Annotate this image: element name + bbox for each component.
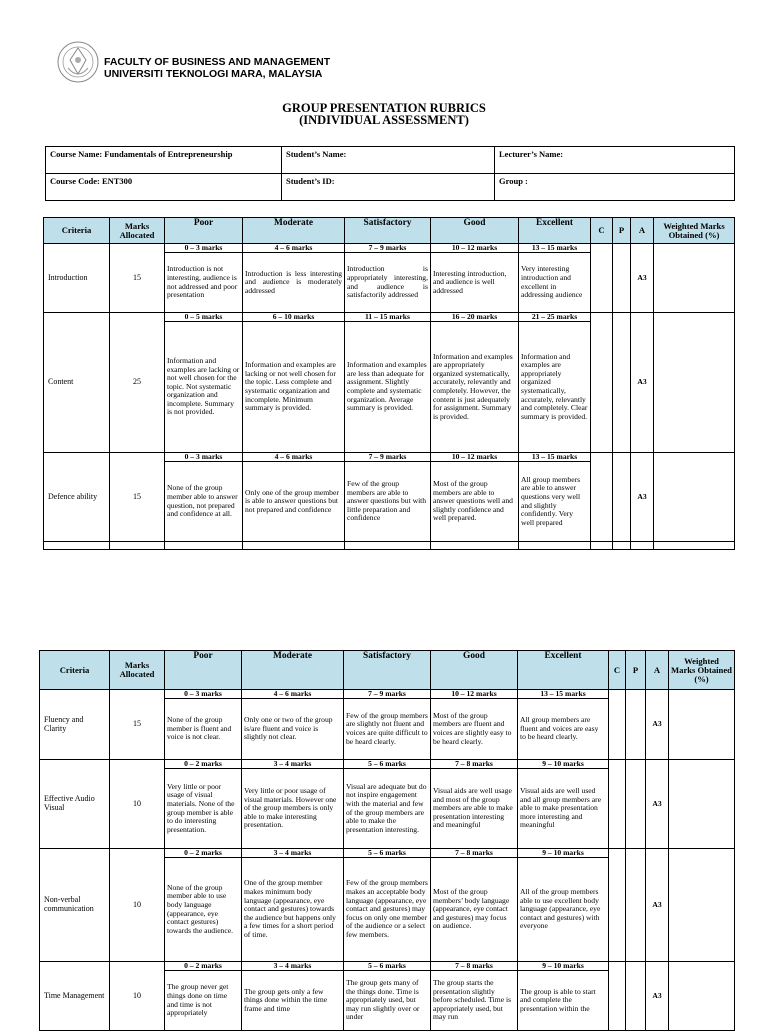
- header-excellent: Excellent: [518, 651, 609, 690]
- empty-row: [44, 542, 735, 550]
- weighted-marks-cell[interactable]: [669, 760, 735, 849]
- marks-allocated: 15: [110, 244, 165, 313]
- group-field[interactable]: Group :: [495, 174, 735, 201]
- mark-range: 4 – 6 marks: [242, 690, 344, 699]
- mark-range: 7 – 9 marks: [345, 244, 431, 253]
- level-description: Information and examples are lacking or not well chosen for the topic. Not systematic organization and incomplete. Summary is not provided.: [165, 322, 243, 453]
- header-criteria: Criteria: [40, 651, 110, 690]
- weighted-marks-cell[interactable]: [654, 244, 735, 313]
- student-name-field[interactable]: Student’s Name:: [282, 147, 495, 174]
- domain-a: A3: [631, 313, 654, 453]
- mark-range: 16 – 20 marks: [431, 313, 519, 322]
- marks-allocated: 15: [110, 453, 165, 542]
- mark-range: 5 – 6 marks: [344, 849, 431, 858]
- mark-range: 3 – 4 marks: [242, 760, 344, 769]
- mark-range: 13 – 15 marks: [519, 244, 591, 253]
- empty-cell: [591, 542, 613, 550]
- criterion-row: [40, 760, 735, 769]
- empty-cell: [110, 542, 165, 550]
- level-description: The group starts the presentation slightly before scheduled. Time is appropriately used, but may run: [431, 971, 518, 1031]
- criterion-row: [44, 453, 735, 462]
- document-title: [0, 102, 768, 126]
- mark-range: 0 – 5 marks: [165, 313, 243, 322]
- header-marks: Marks Allocated: [110, 651, 165, 690]
- score-c[interactable]: [609, 849, 626, 962]
- empty-cell: [654, 542, 735, 550]
- mark-range: 7 – 9 marks: [345, 453, 431, 462]
- empty-cell: [631, 542, 654, 550]
- criterion-name: Effective Audio Visual: [40, 760, 110, 849]
- marks-allocated: 10: [110, 849, 165, 962]
- title-line-2: (INDIVIDUAL ASSESSMENT): [299, 113, 469, 127]
- mark-range: 10 – 12 marks: [431, 453, 519, 462]
- score-p[interactable]: [626, 962, 646, 1031]
- criterion-row: [40, 962, 735, 971]
- title-line-1: GROUP PRESENTATION RUBRICS: [282, 101, 486, 115]
- header-moderate: Moderate: [243, 218, 345, 244]
- mark-range: 11 – 15 marks: [345, 313, 431, 322]
- level-description: Few of the group members are slightly not fluent and voices are quite difficult to be heard clearly.: [344, 699, 431, 760]
- score-p[interactable]: [613, 244, 631, 313]
- mark-range: 3 – 4 marks: [242, 849, 344, 858]
- header-poor: Poor: [165, 651, 242, 690]
- mark-range: 9 – 10 marks: [518, 849, 609, 858]
- domain-a: A3: [646, 760, 669, 849]
- header-c: C: [591, 218, 613, 244]
- mark-range: 10 – 12 marks: [431, 690, 518, 699]
- level-description: Interesting introduction, and audience is well addressed: [431, 253, 519, 313]
- empty-cell: [431, 542, 519, 550]
- level-description: Introduction is appropriately interesting, and audience is satisfactorily addressed: [345, 253, 431, 313]
- level-description: Few of the group members are able to answer questions but with little preparation and confidence: [345, 462, 431, 542]
- header-criteria: Criteria: [44, 218, 110, 244]
- level-description: Information and examples are lacking or not well chosen for the topic. Less complete and systematic organization and incomplete. Minimum summary is provided.: [243, 322, 345, 453]
- level-description: Introduction is less interesting and audience is moderately addressed: [243, 253, 345, 313]
- empty-cell: [44, 542, 110, 550]
- rubric-table-2: [39, 650, 735, 1031]
- marks-allocated: 15: [110, 690, 165, 760]
- score-c[interactable]: [591, 453, 613, 542]
- domain-a: A3: [646, 690, 669, 760]
- level-description: Only one or two of the group is/are fluent and voice is slightly not clear.: [242, 699, 344, 760]
- weighted-marks-cell[interactable]: [669, 849, 735, 962]
- header-p: P: [613, 218, 631, 244]
- criterion-name: Introduction: [44, 244, 110, 313]
- level-description: Introduction is not interesting, audience is not addressed and poor presentation: [165, 253, 243, 313]
- weighted-marks-cell[interactable]: [669, 962, 735, 1031]
- domain-a: A3: [631, 453, 654, 542]
- mark-range: 0 – 2 marks: [165, 849, 242, 858]
- level-description: None of the group member able to use body language (appearance, eye contact gestures) towards the audience.: [165, 858, 242, 962]
- faculty-heading: [104, 56, 330, 80]
- criterion-row: [44, 313, 735, 322]
- criterion-name: Time Management: [40, 962, 110, 1031]
- course-info-table: [45, 146, 735, 201]
- weighted-marks-cell[interactable]: [654, 313, 735, 453]
- score-c[interactable]: [591, 313, 613, 453]
- mark-range: 10 – 12 marks: [431, 244, 519, 253]
- criterion-row: [40, 849, 735, 858]
- marks-allocated: 10: [110, 760, 165, 849]
- header-poor: Poor: [165, 218, 243, 244]
- level-description: The group never get things done on time and time is not appropriately: [165, 971, 242, 1031]
- score-p[interactable]: [626, 849, 646, 962]
- empty-cell: [165, 542, 243, 550]
- course-code-field[interactable]: Course Code: ENT300: [46, 174, 282, 201]
- criterion-row: [40, 690, 735, 699]
- mark-range: 4 – 6 marks: [243, 244, 345, 253]
- university-name: UNIVERSITI TEKNOLOGI MARA, MALAYSIA: [104, 68, 323, 80]
- header-weighted: Weighted Marks Obtained (%): [654, 218, 735, 244]
- mark-range: 9 – 10 marks: [518, 760, 609, 769]
- score-p[interactable]: [613, 453, 631, 542]
- criterion-name: Content: [44, 313, 110, 453]
- faculty-name: FACULTY OF BUSINESS AND MANAGEMENT: [104, 56, 331, 68]
- domain-a: A3: [631, 244, 654, 313]
- mark-range: 7 – 8 marks: [431, 962, 518, 971]
- mark-range: 5 – 6 marks: [344, 962, 431, 971]
- level-description: Few of the group members makes an acceptable body language (appearance, eye contact and gestures) may focus on only one member of the audience or a select few members.: [344, 858, 431, 962]
- header-a: A: [631, 218, 654, 244]
- header-satisfactory: Satisfactory: [345, 218, 431, 244]
- empty-cell: [243, 542, 345, 550]
- header-p: P: [626, 651, 646, 690]
- mark-range: 7 – 9 marks: [344, 690, 431, 699]
- level-description: Most of the group members are able to answer questions well and slightly confidence and well prepared.: [431, 462, 519, 542]
- level-description: None of the group member able to answer question, not prepared and confidence at all.: [165, 462, 243, 542]
- level-description: Only one of the group member is able to answer questions but not prepared and confidence: [243, 462, 345, 542]
- header-moderate: Moderate: [242, 651, 344, 690]
- mark-range: 3 – 4 marks: [242, 962, 344, 971]
- mark-range: 13 – 15 marks: [519, 453, 591, 462]
- empty-cell: [613, 542, 631, 550]
- rubric-table-1: [43, 217, 735, 550]
- header-good: Good: [431, 651, 518, 690]
- mark-range: 4 – 6 marks: [243, 453, 345, 462]
- level-description: The group gets many of the things done. Time is appropriately used, but may run slightly over or under: [344, 971, 431, 1031]
- mark-range: 0 – 3 marks: [165, 453, 243, 462]
- header-a: A: [646, 651, 669, 690]
- level-description: None of the group member is fluent and voice is not clear.: [165, 699, 242, 760]
- header-excellent: Excellent: [519, 218, 591, 244]
- mark-range: 0 – 2 marks: [165, 760, 242, 769]
- criterion-name: Defence ability: [44, 453, 110, 542]
- level-description: One of the group member makes minimum body language (appearance, eye contact and gestures) towards the audience but happens only a few times for a short period of time.: [242, 858, 344, 962]
- level-description: The group is able to start and complete the presentation within the: [518, 971, 609, 1031]
- marks-allocated: 25: [110, 313, 165, 453]
- empty-cell: [519, 542, 591, 550]
- mark-range: 21 – 25 marks: [519, 313, 591, 322]
- score-p[interactable]: [626, 690, 646, 760]
- score-c[interactable]: [609, 760, 626, 849]
- level-description: Information and examples are appropriately organized systematically, accurately, relevantly and completely. However, the content is just adequately for assignment. Summary is provided.: [431, 322, 519, 453]
- level-description: Visual are adequate but do not inspire engagement with the material and few of the group members are able to make the presentation interesting.: [344, 769, 431, 849]
- domain-a: A3: [646, 849, 669, 962]
- level-description: Most of the group members’ body language (appearance, eye contact and gestures) may focus on audience.: [431, 858, 518, 962]
- level-description: Very little or poor usage of visual materials. None of the group member is able to do interesting presentation.: [165, 769, 242, 849]
- course-name-field[interactable]: Course Name: Fundamentals of Entrepreneurship: [46, 147, 282, 174]
- header-good: Good: [431, 218, 519, 244]
- level-description: All group members are fluent and voices are easy to be heard clearly.: [518, 699, 609, 760]
- header-marks: Marks Allocated: [110, 218, 165, 244]
- criterion-name: Fluency and Clarity: [40, 690, 110, 760]
- level-description: The group gets only a few things done within the time frame and time: [242, 971, 344, 1031]
- level-description: Very interesting introduction and excellent in addressing audience: [519, 253, 591, 313]
- mark-range: 7 – 8 marks: [431, 849, 518, 858]
- mark-range: 13 – 15 marks: [518, 690, 609, 699]
- criterion-row: [44, 244, 735, 253]
- marks-allocated: 10: [110, 962, 165, 1031]
- score-c[interactable]: [591, 244, 613, 313]
- level-description: Very little or poor usage of visual materials. However one of the group members is only able to make interesting presentation.: [242, 769, 344, 849]
- mark-range: 5 – 6 marks: [344, 760, 431, 769]
- level-description: Visual aids are well used and all group members are able to make presentation more interesting and meaningful: [518, 769, 609, 849]
- mark-range: 6 – 10 marks: [243, 313, 345, 322]
- level-description: Information and examples are less than adequate for assignment. Slightly complete and systematic organization. Average summary is provided.: [345, 322, 431, 453]
- score-p[interactable]: [626, 760, 646, 849]
- score-c[interactable]: [609, 690, 626, 760]
- level-description: Information and examples are appropriately organized systematically, accurately, relevantly and completely. Clear summary is provided.: [519, 322, 591, 453]
- mark-range: 0 – 2 marks: [165, 962, 242, 971]
- score-c[interactable]: [609, 962, 626, 1031]
- mark-range: 9 – 10 marks: [518, 962, 609, 971]
- level-description: All of the group members able to use excellent body language (appearance, eye contact and gestures) with everyone: [518, 858, 609, 962]
- mark-range: 0 – 3 marks: [165, 244, 243, 253]
- criterion-name: Non-verbal communication: [40, 849, 110, 962]
- mark-range: 7 – 8 marks: [431, 760, 518, 769]
- header-c: C: [609, 651, 626, 690]
- level-description: All group members are able to answer questions very well and slightly confidently. Very well prepared: [519, 462, 591, 542]
- score-p[interactable]: [613, 313, 631, 453]
- mark-range: 0 – 3 marks: [165, 690, 242, 699]
- university-crest-logo: [56, 40, 100, 84]
- lecturer-name-field[interactable]: Lecturer’s Name:: [495, 147, 735, 174]
- header-satisfactory: Satisfactory: [344, 651, 431, 690]
- level-description: Visual aids are well usage and most of the group members are able to make presentation interesting and meaningful: [431, 769, 518, 849]
- weighted-marks-cell[interactable]: [654, 453, 735, 542]
- header-weighted: Weighted Marks Obtained (%): [669, 651, 735, 690]
- empty-cell: [345, 542, 431, 550]
- level-description: Most of the group members are fluent and voices are slightly easy to be heard clearly.: [431, 699, 518, 760]
- weighted-marks-cell[interactable]: [669, 690, 735, 760]
- student-id-field[interactable]: Student’s ID:: [282, 174, 495, 201]
- domain-a: A3: [646, 962, 669, 1031]
